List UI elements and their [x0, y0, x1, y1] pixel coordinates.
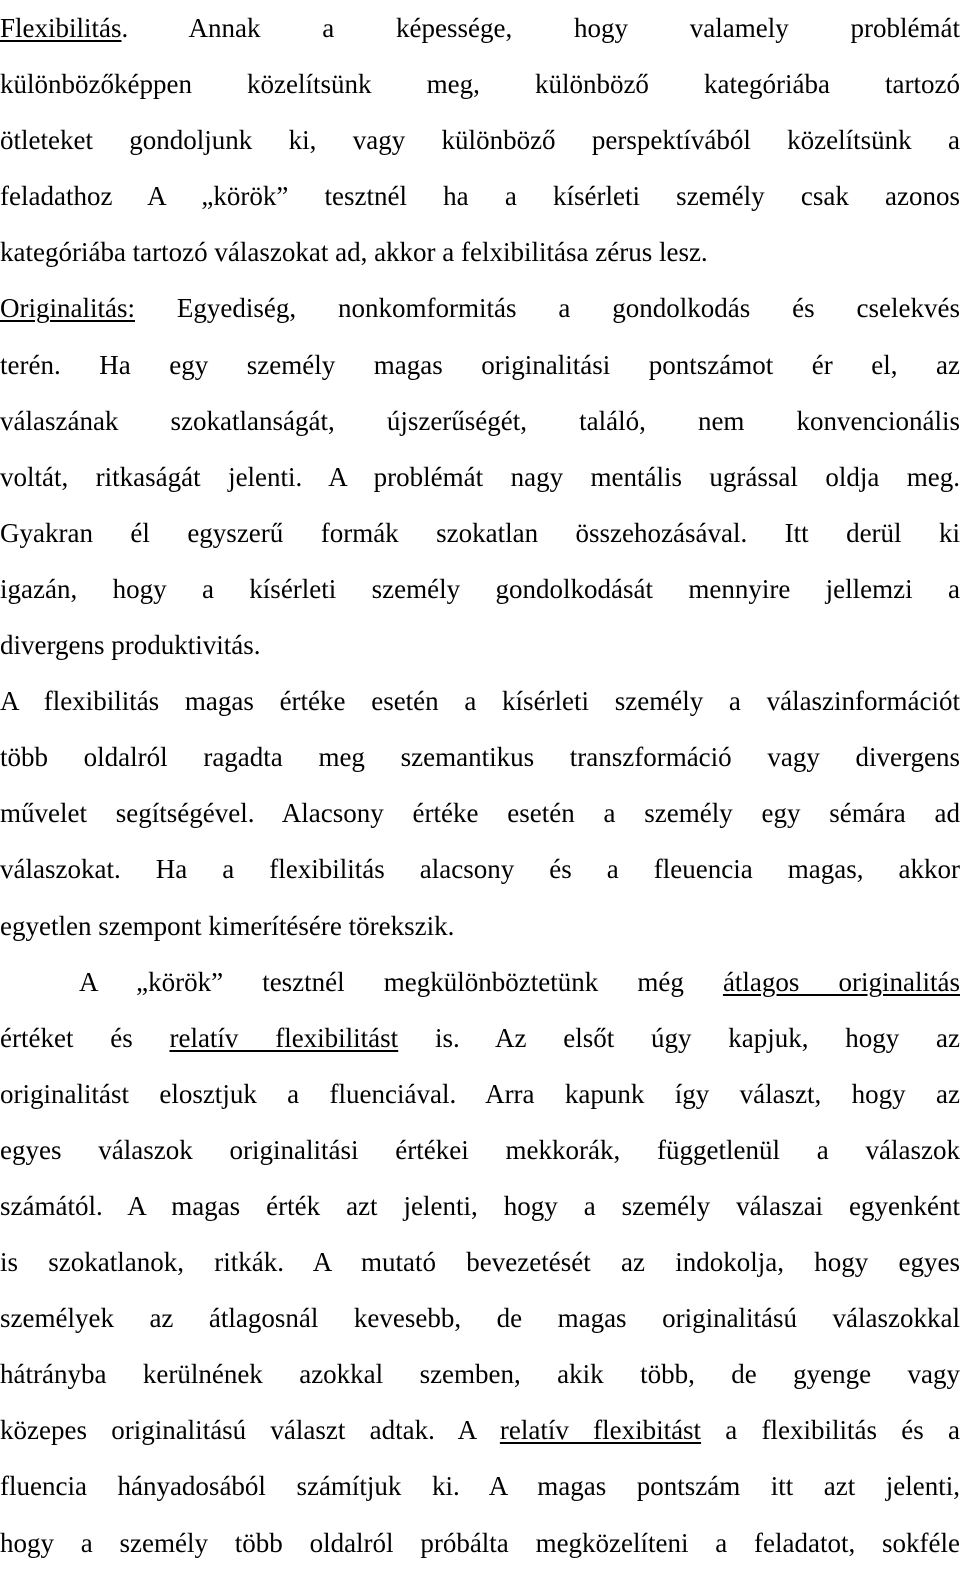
text-run: divergens produktivitás.: [0, 630, 260, 660]
underlined-term: átlagos originalitás: [723, 967, 960, 997]
text-run: válaszokat. Ha a flexibilitás alacsony és a fleuencia magas, akkor: [0, 854, 960, 884]
text-line: [0, 1515, 960, 1571]
text-line: [0, 0, 960, 56]
text-line: [0, 280, 960, 336]
text-line: [0, 224, 960, 280]
text-run: A „körök” tesztnél megkülönböztetünk még: [79, 967, 723, 997]
underlined-term: Originalitás:: [0, 293, 135, 323]
underlined-term: relatív flexibitást: [500, 1415, 701, 1445]
underlined-term: relatív flexibilitást: [169, 1023, 398, 1053]
text-run: hátrányba kerülnének azokkal szemben, akik több, de gyenge vagy: [0, 1359, 960, 1389]
text-line: [0, 617, 960, 673]
text-line: [0, 168, 960, 224]
text-line: [0, 393, 960, 449]
text-run: is. Az elsőt úgy kapjuk, hogy az: [398, 1023, 960, 1053]
text-run: különbözőképpen közelítsünk meg, különböző kategóriába tartozó: [0, 69, 960, 99]
text-run: hogy a személy több oldalról próbálta megközelíteni a feladatot, sokféle: [0, 1528, 960, 1558]
text-line: [0, 1010, 960, 1066]
text-run: egyetlen szempont kimerítésére törekszik.: [0, 911, 454, 941]
text-run: originalitást elosztjuk a fluenciával. Arra kapunk így választ, hogy az: [0, 1079, 960, 1109]
text-line: [0, 1234, 960, 1290]
text-run: kategóriába tartozó válaszokat ad, akkor a felxibilitása zérus lesz.: [0, 237, 708, 267]
text-line: [0, 561, 960, 617]
text-line: [0, 1458, 960, 1514]
underlined-term: Flexibilitás: [0, 13, 122, 43]
text-line: [0, 449, 960, 505]
text-run: a flexibilitás és a: [701, 1415, 960, 1445]
text-run: is szokatlanok, ritkák. A mutató bevezetését az indokolja, hogy egyes: [0, 1247, 960, 1277]
text-run: számától. A magas érték azt jelenti, hogy a személy válaszai egyenként: [0, 1191, 960, 1221]
text-line: [0, 729, 960, 785]
text-line: [0, 505, 960, 561]
text-run: feladathoz A „körök” tesztnél ha a kísérleti személy csak azonos: [0, 181, 960, 211]
text-line: [0, 954, 960, 1010]
text-line: [0, 337, 960, 393]
text-line: [0, 1178, 960, 1234]
text-line: [0, 112, 960, 168]
text-run: . Annak a képessége, hogy valamely problémát: [122, 13, 960, 43]
text-line: [0, 56, 960, 112]
text-run: értéket és: [0, 1023, 169, 1053]
text-run: egyes válaszok originalitási értékei mekkorák, függetlenül a válaszok: [0, 1135, 960, 1165]
text-run: Gyakran él egyszerű formák szokatlan összehozásával. Itt derül ki: [0, 518, 960, 548]
text-run: közepes originalitású választ adtak. A: [0, 1415, 500, 1445]
text-line: [0, 1346, 960, 1402]
text-line: [0, 1122, 960, 1178]
text-run: terén. Ha egy személy magas originalitási pontszámot ér el, az: [0, 350, 960, 380]
text-run: voltát, ritkaságát jelenti. A problémát nagy mentális ugrással oldja meg.: [0, 462, 960, 492]
text-line: [0, 673, 960, 729]
text-line: [0, 785, 960, 841]
text-run: művelet segítségével. Alacsony értéke esetén a személy egy sémára ad: [0, 798, 960, 828]
text-run: Egyediség, nonkomformitás a gondolkodás és cselekvés: [135, 293, 960, 323]
text-run: fluencia hányadosából számítjuk ki. A magas pontszám itt azt jelenti,: [0, 1471, 960, 1501]
text-run: A flexibilitás magas értéke esetén a kísérleti személy a válaszinformációt: [0, 686, 960, 716]
text-run: több oldalról ragadta meg szemantikus transzformáció vagy divergens: [0, 742, 960, 772]
text-run: igazán, hogy a kísérleti személy gondolkodását mennyire jellemzi a: [0, 574, 960, 604]
text-line: [0, 841, 960, 897]
text-run: válaszának szokatlanságát, újszerűségét, találó, nem konvencionális: [0, 406, 960, 436]
text-run: ötleteket gondoljunk ki, vagy különböző perspektívából közelítsünk a: [0, 125, 960, 155]
text-line: [0, 1066, 960, 1122]
text-line: [0, 898, 960, 954]
text-line: [0, 1290, 960, 1346]
text-line: [0, 1402, 960, 1458]
text-run: személyek az átlagosnál kevesebb, de magas originalitású válaszokkal: [0, 1303, 960, 1333]
